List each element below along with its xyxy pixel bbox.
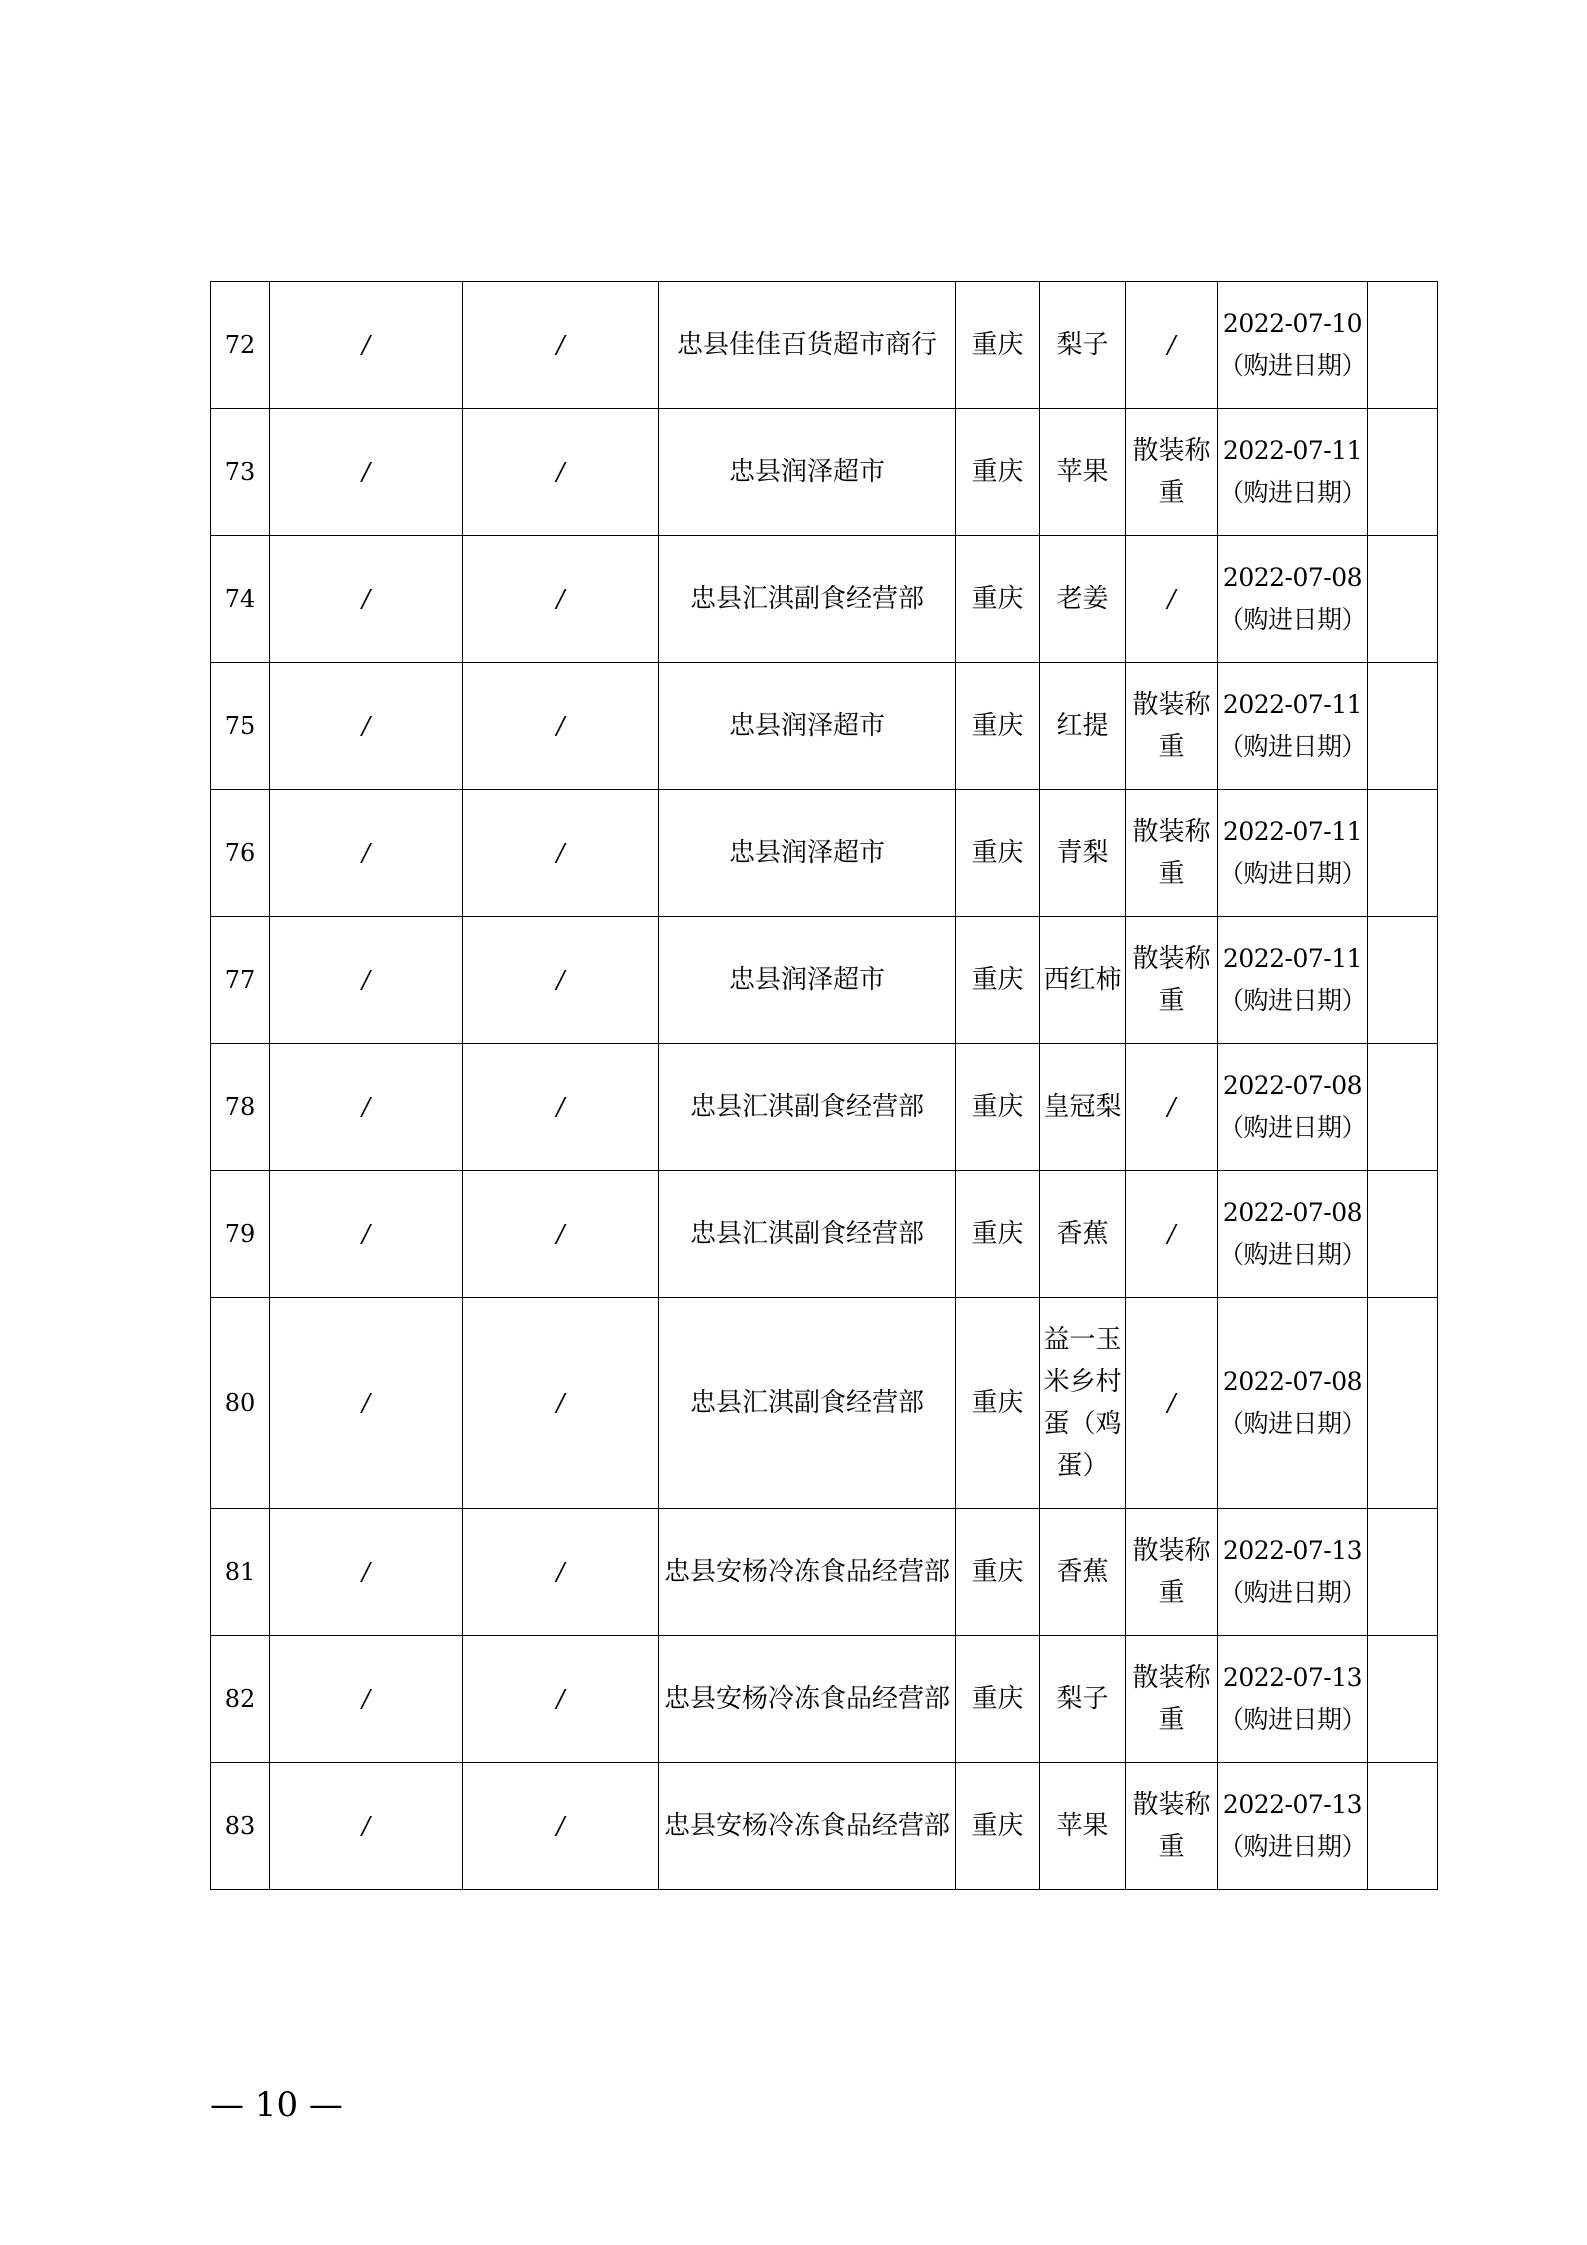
- row-number: 78: [211, 1044, 270, 1171]
- page-number: — 10 —: [210, 2085, 343, 2125]
- purchase-date-cell: [1218, 1509, 1368, 1636]
- table-row: [211, 409, 1438, 536]
- row-number: 73: [211, 409, 270, 536]
- table-row: [211, 1171, 1438, 1298]
- cell-placeholder: /: [463, 1044, 659, 1171]
- product-name: 香蕉: [1040, 1171, 1126, 1298]
- cell-placeholder: /: [270, 663, 463, 790]
- origin: 重庆: [956, 917, 1040, 1044]
- row-number: 83: [211, 1763, 270, 1890]
- table-row: [211, 282, 1438, 409]
- purchase-date-note: （购进日期）: [1218, 1113, 1366, 1142]
- specification: /: [1126, 282, 1218, 409]
- purchase-date: 2022-07-08: [1222, 1198, 1363, 1227]
- purchase-date: 2022-07-08: [1222, 563, 1363, 592]
- purchase-date: 2022-07-10: [1222, 309, 1363, 338]
- empty-cell: [1368, 1044, 1438, 1171]
- product-name: 梨子: [1040, 1636, 1126, 1763]
- specification: 散装称重: [1126, 917, 1218, 1044]
- purchase-date-note: （购进日期）: [1218, 1409, 1366, 1438]
- store-name: 忠县安杨冷冻食品经营部: [659, 1763, 956, 1890]
- purchase-date-note: （购进日期）: [1218, 351, 1366, 380]
- purchase-date-cell: [1218, 536, 1368, 663]
- inspection-table-wrapper: [210, 281, 1438, 1890]
- row-number: 76: [211, 790, 270, 917]
- purchase-date-note: （购进日期）: [1218, 986, 1366, 1015]
- specification: /: [1126, 1298, 1218, 1509]
- cell-placeholder: /: [463, 1509, 659, 1636]
- specification: 散装称重: [1126, 1509, 1218, 1636]
- purchase-date: 2022-07-11: [1222, 436, 1363, 465]
- empty-cell: [1368, 663, 1438, 790]
- empty-cell: [1368, 1509, 1438, 1636]
- origin: 重庆: [956, 1636, 1040, 1763]
- specification: /: [1126, 536, 1218, 663]
- purchase-date: 2022-07-11: [1222, 944, 1363, 973]
- origin: 重庆: [956, 1763, 1040, 1890]
- table-row: [211, 917, 1438, 1044]
- cell-placeholder: /: [463, 1763, 659, 1890]
- product-name: 老姜: [1040, 536, 1126, 663]
- purchase-date: 2022-07-11: [1222, 690, 1363, 719]
- cell-placeholder: /: [270, 1636, 463, 1763]
- purchase-date: 2022-07-08: [1222, 1367, 1363, 1396]
- cell-placeholder: /: [463, 790, 659, 917]
- empty-cell: [1368, 409, 1438, 536]
- purchase-date-note: （购进日期）: [1218, 1240, 1366, 1269]
- product-name: 青梨: [1040, 790, 1126, 917]
- cell-placeholder: /: [270, 409, 463, 536]
- row-number: 75: [211, 663, 270, 790]
- empty-cell: [1368, 1171, 1438, 1298]
- store-name: 忠县润泽超市: [659, 409, 956, 536]
- inspection-table: [210, 281, 1438, 1890]
- row-number: 74: [211, 536, 270, 663]
- store-name: 忠县佳佳百货超市商行: [659, 282, 956, 409]
- product-name: 梨子: [1040, 282, 1126, 409]
- empty-cell: [1368, 790, 1438, 917]
- product-name: 益一玉米乡村蛋（鸡蛋）: [1040, 1298, 1126, 1509]
- specification: /: [1126, 1171, 1218, 1298]
- row-number: 81: [211, 1509, 270, 1636]
- empty-cell: [1368, 536, 1438, 663]
- cell-placeholder: /: [463, 282, 659, 409]
- purchase-date-cell: [1218, 1171, 1368, 1298]
- empty-cell: [1368, 917, 1438, 1044]
- purchase-date-cell: [1218, 1636, 1368, 1763]
- cell-placeholder: /: [270, 790, 463, 917]
- purchase-date-cell: [1218, 663, 1368, 790]
- table-row: [211, 1298, 1438, 1509]
- table-row: [211, 1509, 1438, 1636]
- cell-placeholder: /: [270, 1171, 463, 1298]
- origin: 重庆: [956, 663, 1040, 790]
- cell-placeholder: /: [463, 409, 659, 536]
- store-name: 忠县汇淇副食经营部: [659, 1298, 956, 1509]
- purchase-date-cell: [1218, 1298, 1368, 1509]
- origin: 重庆: [956, 1171, 1040, 1298]
- row-number: 79: [211, 1171, 270, 1298]
- cell-placeholder: /: [270, 917, 463, 1044]
- product-name: 皇冠梨: [1040, 1044, 1126, 1171]
- cell-placeholder: /: [463, 536, 659, 663]
- cell-placeholder: /: [270, 1509, 463, 1636]
- specification: 散装称重: [1126, 1636, 1218, 1763]
- cell-placeholder: /: [270, 536, 463, 663]
- cell-placeholder: /: [270, 1044, 463, 1171]
- store-name: 忠县安杨冷冻食品经营部: [659, 1636, 956, 1763]
- purchase-date-cell: [1218, 917, 1368, 1044]
- cell-placeholder: /: [463, 1636, 659, 1763]
- row-number: 82: [211, 1636, 270, 1763]
- table-row: [211, 1636, 1438, 1763]
- purchase-date-cell: [1218, 409, 1368, 536]
- cell-placeholder: /: [463, 917, 659, 1044]
- origin: 重庆: [956, 1044, 1040, 1171]
- purchase-date-cell: [1218, 1044, 1368, 1171]
- product-name: 红提: [1040, 663, 1126, 790]
- empty-cell: [1368, 282, 1438, 409]
- store-name: 忠县润泽超市: [659, 663, 956, 790]
- store-name: 忠县汇淇副食经营部: [659, 536, 956, 663]
- purchase-date-note: （购进日期）: [1218, 1832, 1366, 1861]
- cell-placeholder: /: [270, 1763, 463, 1890]
- empty-cell: [1368, 1636, 1438, 1763]
- origin: 重庆: [956, 1298, 1040, 1509]
- specification: 散装称重: [1126, 790, 1218, 917]
- cell-placeholder: /: [270, 1298, 463, 1509]
- origin: 重庆: [956, 409, 1040, 536]
- purchase-date: 2022-07-08: [1222, 1071, 1363, 1100]
- purchase-date-note: （购进日期）: [1218, 1705, 1366, 1734]
- product-name: 西红柿: [1040, 917, 1126, 1044]
- cell-placeholder: /: [463, 1171, 659, 1298]
- specification: 散装称重: [1126, 409, 1218, 536]
- store-name: 忠县润泽超市: [659, 917, 956, 1044]
- product-name: 苹果: [1040, 409, 1126, 536]
- cell-placeholder: /: [270, 282, 463, 409]
- table-row: [211, 1763, 1438, 1890]
- purchase-date-cell: [1218, 282, 1368, 409]
- product-name: 苹果: [1040, 1763, 1126, 1890]
- purchase-date: 2022-07-13: [1222, 1790, 1363, 1819]
- row-number: 80: [211, 1298, 270, 1509]
- product-name: 香蕉: [1040, 1509, 1126, 1636]
- row-number: 72: [211, 282, 270, 409]
- empty-cell: [1368, 1763, 1438, 1890]
- table-row: [211, 790, 1438, 917]
- store-name: 忠县润泽超市: [659, 790, 956, 917]
- table-row: [211, 663, 1438, 790]
- store-name: 忠县汇淇副食经营部: [659, 1171, 956, 1298]
- purchase-date-note: （购进日期）: [1218, 732, 1366, 761]
- row-number: 77: [211, 917, 270, 1044]
- origin: 重庆: [956, 790, 1040, 917]
- purchase-date-note: （购进日期）: [1218, 605, 1366, 634]
- cell-placeholder: /: [463, 663, 659, 790]
- purchase-date-cell: [1218, 1763, 1368, 1890]
- origin: 重庆: [956, 1509, 1040, 1636]
- purchase-date: 2022-07-13: [1222, 1663, 1363, 1692]
- purchase-date: 2022-07-13: [1222, 1536, 1363, 1565]
- purchase-date-note: （购进日期）: [1218, 859, 1366, 888]
- specification: 散装称重: [1126, 1763, 1218, 1890]
- specification: 散装称重: [1126, 663, 1218, 790]
- purchase-date: 2022-07-11: [1222, 817, 1363, 846]
- cell-placeholder: /: [463, 1298, 659, 1509]
- empty-cell: [1368, 1298, 1438, 1509]
- purchase-date-note: （购进日期）: [1218, 1578, 1366, 1607]
- origin: 重庆: [956, 536, 1040, 663]
- table-row: [211, 1044, 1438, 1171]
- purchase-date-cell: [1218, 790, 1368, 917]
- specification: /: [1126, 1044, 1218, 1171]
- table-row: [211, 536, 1438, 663]
- origin: 重庆: [956, 282, 1040, 409]
- purchase-date-note: （购进日期）: [1218, 478, 1366, 507]
- store-name: 忠县汇淇副食经营部: [659, 1044, 956, 1171]
- store-name: 忠县安杨冷冻食品经营部: [659, 1509, 956, 1636]
